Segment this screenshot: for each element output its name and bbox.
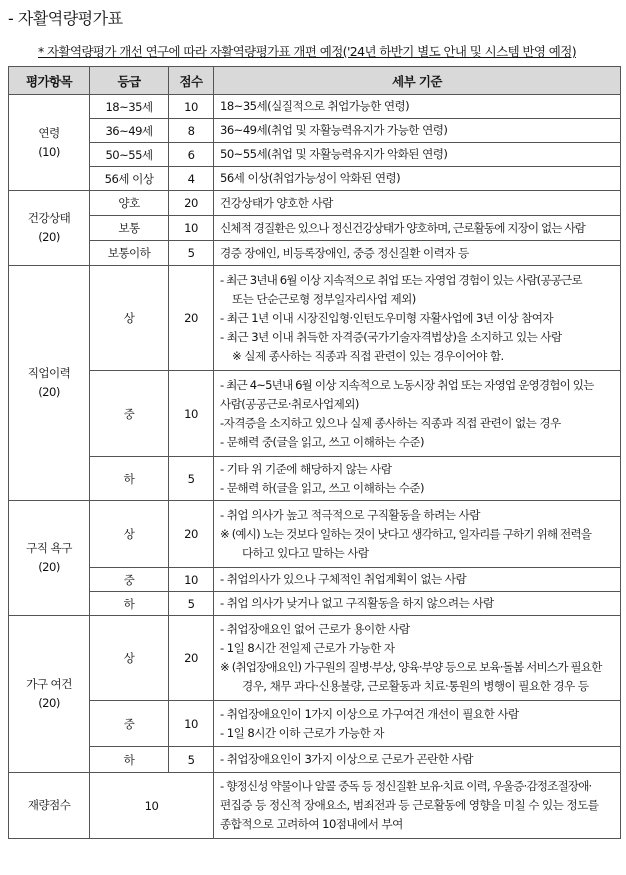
score-cell: 5	[169, 592, 214, 616]
score-cell: 5	[169, 457, 214, 501]
detail-cell: - 기타 위 기준에 해당하지 않는 사람 - 문해력 하(글을 읽고, 쓰고 이해하는 수준)	[214, 457, 621, 501]
grade-cell: 중	[90, 568, 169, 592]
detail-cell: 신체적 경질환은 있으나 정신건강상태가 양호하며, 근로활동에 지장이 없는 사람	[214, 216, 621, 241]
detail-cell: - 취업 의사가 낮거나 없고 구직활동을 하지 않으려는 사람	[214, 592, 621, 616]
table-row	[9, 241, 621, 266]
score-cell: 20	[169, 266, 214, 371]
grade-cell: 36~49세	[90, 119, 169, 143]
category-cell: 직업이력 (20)	[9, 266, 90, 501]
header-category: 평가항목	[9, 67, 90, 95]
score-cell: 10	[169, 95, 214, 119]
category-cell: 가구 여건 (20)	[9, 616, 90, 773]
table-row	[9, 191, 621, 216]
score-cell: 10	[169, 701, 214, 747]
score-cell: 6	[169, 143, 214, 167]
grade-cell: 하	[90, 592, 169, 616]
grade-cell: 하	[90, 457, 169, 501]
table-row	[9, 167, 621, 191]
score-cell: 10	[169, 216, 214, 241]
score-cell: 4	[169, 167, 214, 191]
category-cell: 구직 욕구 (20)	[9, 501, 90, 616]
grade-cell: 양호	[90, 191, 169, 216]
table-row	[9, 616, 621, 701]
page-title: - 자활역량평가표	[8, 9, 123, 28]
grade-cell: 중	[90, 701, 169, 747]
score-cell: 5	[169, 747, 214, 773]
table-row	[9, 747, 621, 773]
score-cell: 8	[169, 119, 214, 143]
table-row	[9, 773, 621, 839]
self-sufficiency-evaluation-table	[8, 66, 621, 839]
grade-cell: 상	[90, 266, 169, 371]
table-row	[9, 143, 621, 167]
grade-cell: 50~55세	[90, 143, 169, 167]
detail-cell: 56세 이상(취업가능성이 악화된 연령)	[214, 167, 621, 191]
revision-note: * 자활역량평가 개선 연구에 따라 자활역량평가표 개편 예정('24년 하반기 별도 안내 및 시스템 반영 예정)	[38, 44, 576, 59]
detail-cell: - 취업장애요인 없어 근로가 용이한 사람 - 1일 8시간 전일제 근로가 가능한 자 ※ (취업장애요인) 가구원의 질병·부상, 양육·부양 등으로 보육·돌봄 서비스가 필요한 경우, 채무 과다·신용불량, 근로활동과 치료·통원의 병행이 필요한 경우 등	[214, 616, 621, 701]
detail-cell: - 취업의사가 있으나 구체적인 취업계획이 없는 사람	[214, 568, 621, 592]
table-row	[9, 501, 621, 568]
grade-cell: 상	[90, 501, 169, 568]
table-row	[9, 592, 621, 616]
table-row	[9, 568, 621, 592]
table-header-row	[9, 67, 621, 95]
grade-cell: 56세 이상	[90, 167, 169, 191]
detail-cell: - 향정신성 약물이나 알콜 중독 등 정신질환 보유·치료 이력, 우울증·감정조절장애· 편집증 등 정신적 장애요소, 범죄전과 등 근로활동에 영향을 미칠 수 있는 정도를 종합적으로 고려하여 10점내에서 부여	[214, 773, 621, 839]
score-cell: 20	[169, 616, 214, 701]
category-cell: 연령 (10)	[9, 95, 90, 191]
detail-cell: - 취업장애요인이 1가지 이상으로 가구여건 개선이 필요한 사람 - 1일 8시간 이하 근로가 가능한 자	[214, 701, 621, 747]
detail-cell: 36~49세(취업 및 자활능력유지가 가능한 연령)	[214, 119, 621, 143]
detail-cell: 18~35세(실질적으로 취업가능한 연령)	[214, 95, 621, 119]
score-cell: 5	[169, 241, 214, 266]
detail-cell: - 취업장애요인이 3가지 이상으로 근로가 곤란한 사람	[214, 747, 621, 773]
grade-cell: 보통이하	[90, 241, 169, 266]
grade-cell: 보통	[90, 216, 169, 241]
detail-cell: - 최근 3년내 6월 이상 지속적으로 취업 또는 자영업 경험이 있는 사람(공공근로 또는 단순근로형 정부일자리사업 제외) - 최근 1년 이내 시장진입형·인턴도우미형 자활사업에 3년 이상 참여자 - 최근 3년 이내 취득한 자격증(국가기술자격법상)을 소지하고 있는 사람 ※ 실제 종사하는 직종과 직접 관련이 있는 경우이어야 함.	[214, 266, 621, 371]
table-row	[9, 457, 621, 501]
table-row	[9, 266, 621, 371]
grade-cell: 중	[90, 371, 169, 457]
table-row	[9, 95, 621, 119]
score-cell: 10	[169, 568, 214, 592]
grade-cell: 18~35세	[90, 95, 169, 119]
table-row	[9, 701, 621, 747]
table-row	[9, 371, 621, 457]
score-cell: 10	[90, 773, 214, 839]
detail-cell: 50~55세(취업 및 자활능력유지가 악화된 연령)	[214, 143, 621, 167]
header-details: 세부 기준	[214, 67, 621, 95]
table-row	[9, 119, 621, 143]
score-cell: 20	[169, 191, 214, 216]
score-cell: 10	[169, 371, 214, 457]
detail-cell: 건강상태가 양호한 사람	[214, 191, 621, 216]
category-cell: 건강상태 (20)	[9, 191, 90, 266]
header-score: 점수	[169, 67, 214, 95]
table-row	[9, 216, 621, 241]
detail-cell: - 최근 4~5년내 6월 이상 지속적으로 노동시장 취업 또는 자영업 운영경험이 있는 사람(공공근로·취로사업제외) -자격증을 소지하고 있으나 실제 종사하는 직종과 직접 관련이 없는 경우 - 문해력 중(글을 읽고, 쓰고 이해하는 수준)	[214, 371, 621, 457]
detail-cell: - 취업 의사가 높고 적극적으로 구직활동을 하려는 사람 ※ (예시) 노는 것보다 일하는 것이 낫다고 생각하고, 일자리를 구하기 위해 전력을 다하고 있다고 말하는 사람	[214, 501, 621, 568]
category-cell: 재량점수	[9, 773, 90, 839]
grade-cell: 하	[90, 747, 169, 773]
grade-cell: 상	[90, 616, 169, 701]
detail-cell: 경증 장애인, 비등록장애인, 중증 정신질환 이력자 등	[214, 241, 621, 266]
header-grade: 등급	[90, 67, 169, 95]
score-cell: 20	[169, 501, 214, 568]
